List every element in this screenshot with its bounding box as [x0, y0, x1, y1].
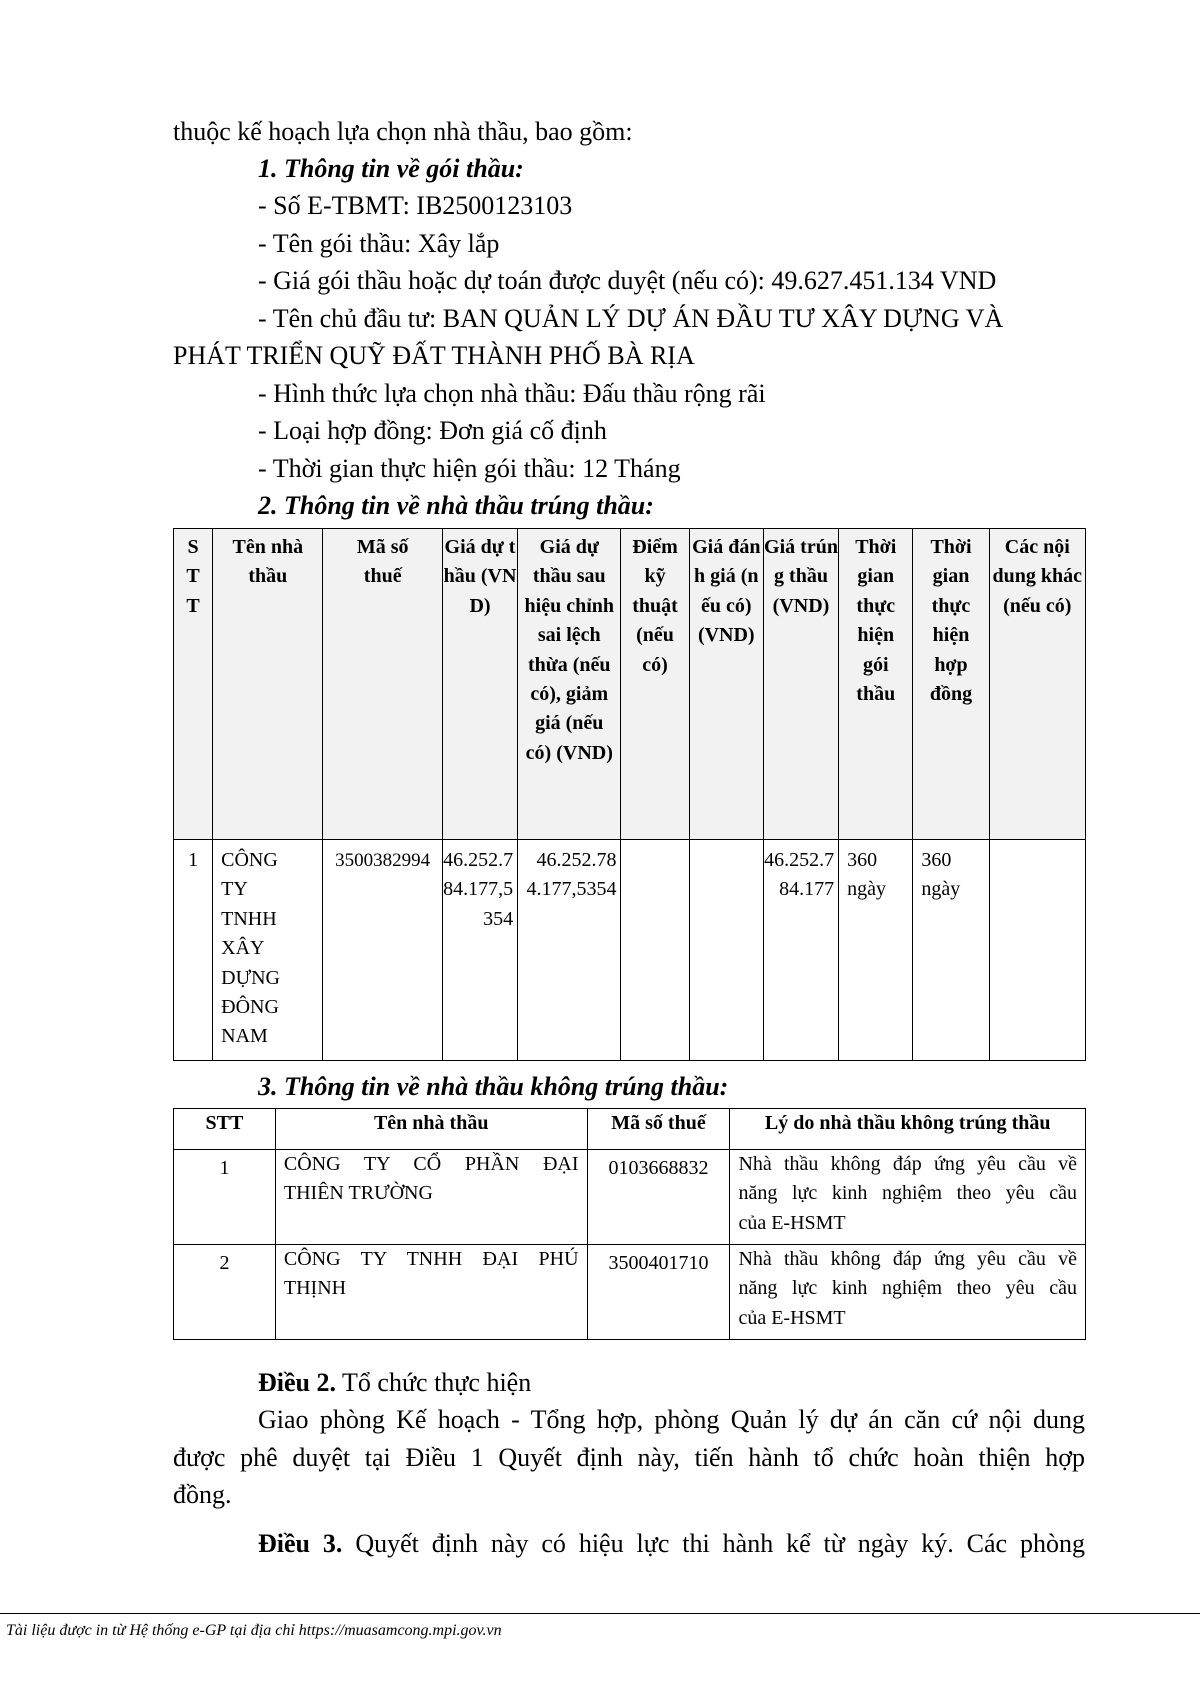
cell-gia-sau-hieu-chinh: 46.252.784.177,5354	[518, 840, 621, 1061]
cell-ten-nha-thau: CÔNG TY TNHH XÂY DỰNG ĐÔNG NAM	[213, 840, 323, 1061]
cell-noi-dung-khac	[989, 840, 1085, 1061]
ly-do-line-3: của E-HSMT	[738, 1306, 846, 1329]
dieu3-label: Điều 3.	[258, 1529, 343, 1558]
cell-mst: 3500382994	[323, 840, 442, 1061]
chu-dau-tu-1: - Tên chủ đầu tư: BAN QUẢN LÝ DỰ ÁN ĐẦU TƯ XÂY DỰNG VÀ	[258, 304, 1004, 333]
cell-stt: 1	[174, 840, 213, 1061]
losing-bidders-table	[173, 1108, 1086, 1340]
col-gia-trung-thau: Giá trúng thầu (VND)	[763, 529, 838, 840]
dieu3-text: Quyết định này có hiệu lực thi hành kể từ ngày ký. Các phòng	[342, 1529, 1085, 1558]
dieu2-para-line-1: Giao phòng Kế hoạch - Tổng hợp, phòng Quản lý dự án căn cứ nội dung	[258, 1405, 1085, 1434]
intro-line: thuộc kế hoạch lựa chọn nhà thầu, bao gồm:	[173, 117, 633, 146]
cell-ten-nha-thau	[275, 1150, 587, 1245]
col-stt: STT	[174, 1109, 276, 1150]
dieu3-line	[258, 1529, 1085, 1559]
ten-line-1: CÔNG TY CỔ PHẦN ĐẠI	[283, 1153, 579, 1175]
col-ma-so-thue: Mã số thuế	[323, 529, 442, 840]
footer-divider	[0, 1613, 1200, 1614]
col-noi-dung-khac: Các nội dung khác (nếu có)	[989, 529, 1085, 840]
ly-do-line-2: năng lực kinh nghiệm theo yêu cầu	[738, 1182, 1077, 1205]
footer-note: Tài liệu được in từ Hệ thống e-GP tại địa chỉ https://muasamcong.mpi.gov.vn	[6, 1622, 502, 1639]
col-gia-danh-gia: Giá đánh giá (nếu có) (VND)	[689, 529, 763, 840]
cell-gia-du-thau: 46.252.784.177,5354	[442, 840, 517, 1061]
cell-ten-nha-thau	[275, 1245, 587, 1340]
cell-mst: 3500401710	[587, 1245, 730, 1340]
col-ma-so-thue: Mã số thuế	[587, 1109, 730, 1150]
cell-stt: 1	[174, 1150, 276, 1245]
cell-mst: 0103668832	[587, 1150, 730, 1245]
cell-ly-do	[730, 1245, 1086, 1340]
ly-do-line-1: Nhà thầu không đáp ứng yêu cầu về	[738, 1153, 1077, 1175]
cell-tg-hop-dong: 360 ngày	[913, 840, 989, 1061]
col-gia-sau-hieu-chinh: Giá dự thầu sau hiệu chỉnh sai lệch thừa (nếu có), giảm giá (nếu có) (VND)	[518, 529, 621, 840]
col-ten-nha-thau: Tên nhà thầu	[275, 1109, 587, 1150]
dieu2-para-line-3: đồng.	[173, 1480, 232, 1509]
col-ten-nha-thau: Tên nhà thầu	[213, 529, 323, 840]
col-tg-goi-thau: Thời gian thực hiện gói thầu	[839, 529, 913, 840]
col-stt: STT	[174, 529, 213, 840]
ten-line-1: CÔNG TY TNHH ĐẠI PHÚ	[283, 1248, 579, 1270]
ten-line-2: THIÊN TRƯỜNG	[283, 1182, 433, 1205]
col-gia-du-thau: Giá dự thầu (VND)	[442, 529, 517, 840]
table-row	[174, 840, 1086, 1061]
col-tg-hop-dong: Thời gian thực hiện hợp đồng	[913, 529, 989, 840]
ly-do-line-3: của E-HSMT	[738, 1211, 846, 1234]
table-row	[174, 1150, 1086, 1245]
cell-stt: 2	[174, 1245, 276, 1340]
table-row	[174, 1245, 1086, 1340]
cell-gia-danh-gia	[689, 840, 763, 1061]
ly-do-line-1: Nhà thầu không đáp ứng yêu cầu về	[738, 1248, 1077, 1270]
col-diem-ky-thuat: Điểm kỹ thuật (nếu có)	[621, 529, 689, 840]
winning-bidder-table	[173, 528, 1086, 1061]
dieu2-para-line-2: được phê duyệt tại Điều 1 Quyết định này, tiến hành tổ chức hoàn thiện hợp	[173, 1443, 1085, 1472]
ly-do-line-2: năng lực kinh nghiệm theo yêu cầu	[738, 1277, 1077, 1300]
chu-dau-tu-2: PHÁT TRIỂN QUỸ ĐẤT THÀNH PHỐ BÀ RỊA	[173, 341, 695, 370]
thoi-gian: - Thời gian thực hiện gói thầu: 12 Tháng	[258, 454, 681, 483]
cell-ly-do	[730, 1150, 1086, 1245]
section3-heading: 3. Thông tin về nhà thầu không trúng thầu:	[258, 1072, 729, 1101]
dieu2-label: Điều 2.	[258, 1368, 336, 1397]
col-ly-do: Lý do nhà thầu không trúng thầu	[730, 1109, 1086, 1150]
cell-diem-ky-thuat	[621, 840, 689, 1061]
section2-heading: 2. Thông tin về nhà thầu trúng thầu:	[258, 491, 654, 520]
table-header-row	[174, 529, 1086, 840]
ten-goi-thau: - Tên gói thầu: Xây lắp	[258, 229, 500, 258]
ten-line-2: THỊNH	[283, 1277, 347, 1300]
table-header-row	[174, 1109, 1086, 1150]
dieu2-title	[258, 1368, 531, 1398]
loai-hop-dong: - Loại hợp đồng: Đơn giá cố định	[258, 416, 607, 445]
gia-goi-thau: - Giá gói thầu hoặc dự toán được duyệt (nếu có): 49.627.451.134 VND	[258, 266, 997, 295]
hinh-thuc: - Hình thức lựa chọn nhà thầu: Đấu thầu rộng rãi	[258, 379, 766, 408]
section1-heading: 1. Thông tin về gói thầu:	[258, 154, 524, 183]
cell-gia-trung-thau: 46.252.784.177	[763, 840, 838, 1061]
dieu2-title-text: Tổ chức thực hiện	[336, 1368, 532, 1397]
so-etbmt: - Số E-TBMT: IB2500123103	[258, 191, 573, 220]
cell-tg-goi-thau: 360 ngày	[839, 840, 913, 1061]
